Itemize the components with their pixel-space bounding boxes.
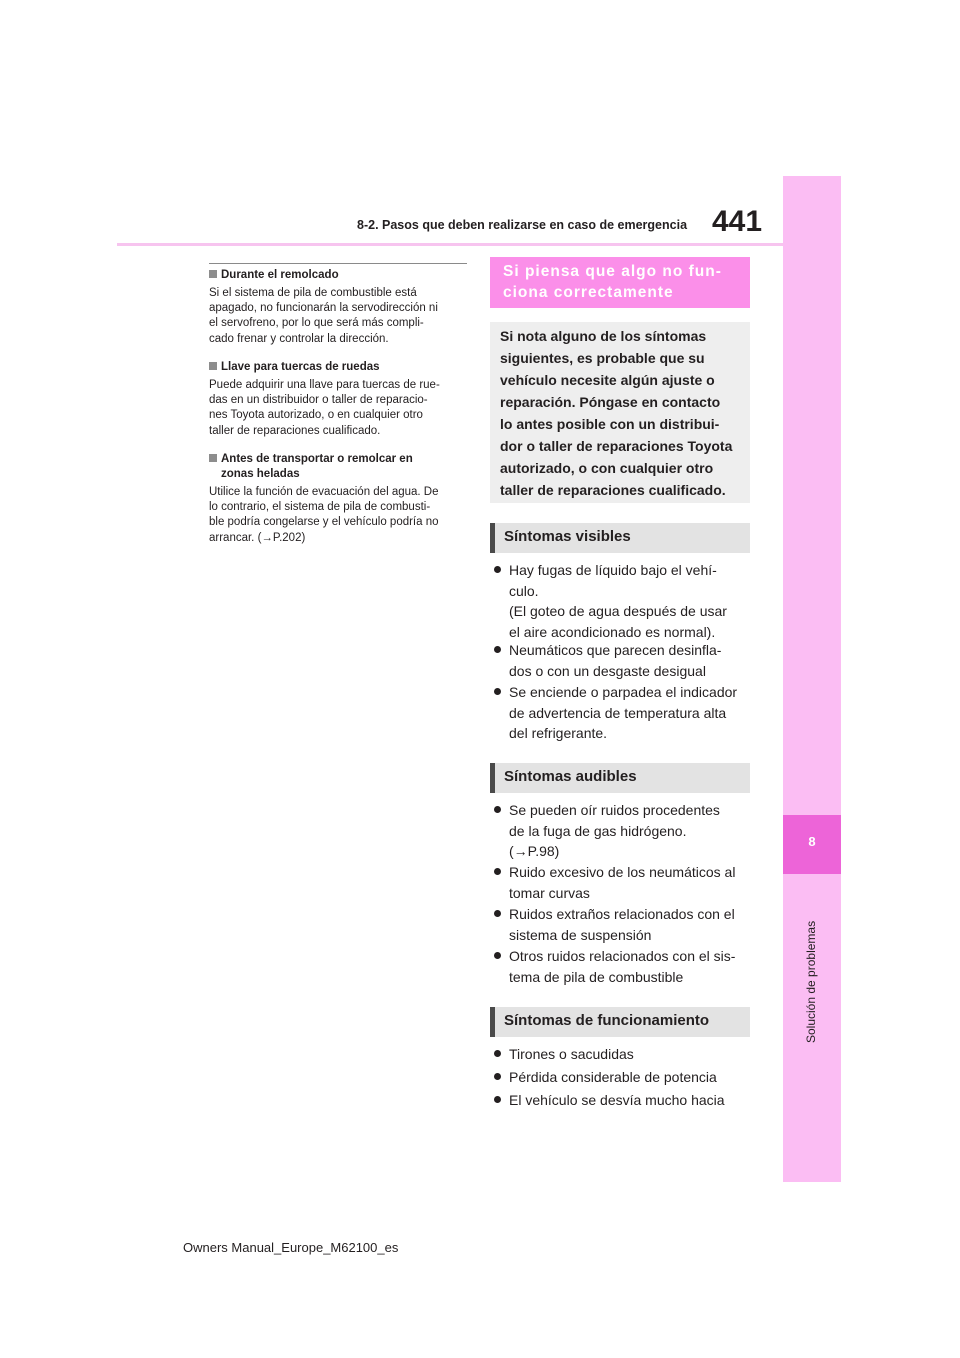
note-zonas-heladas (209, 452, 471, 546)
square-bullet-icon (209, 362, 217, 370)
footer-document-id: Owners Manual_Europe_M62100_es (183, 1240, 399, 1255)
page-number: 441 (712, 205, 763, 238)
bullet-dot-icon (494, 806, 501, 813)
note-body: Utilice la función de evacuación del agua. De lo contrario, el sistema de pila de combusti- ble podría congelarse y el vehículo podría no arrancar. (→P.202) (209, 486, 439, 544)
section-heading-visibles: Síntomas visibles (490, 523, 750, 553)
note-durante-remolcado (209, 268, 471, 347)
section-heading-funcionamiento: Síntomas de funcionamiento (490, 1007, 750, 1037)
bullet-item: Otros ruidos relacionados con el sis- tema de pila de combustible (494, 946, 748, 987)
header-rule (117, 243, 783, 246)
bullet-item: Neumáticos que parecen desinfla- dos o con un desgaste desigual (494, 640, 748, 681)
chapter-number: 8 (808, 834, 816, 849)
bullet-item: Hay fugas de líquido bajo el vehí- culo. (El goteo de agua después de usar el aire acondicionado es normal). (494, 560, 748, 642)
bullet-dot-icon (494, 646, 501, 653)
intro-text: Si nota alguno de los síntomas siguientes, es probable que su vehículo necesite algún ajuste o reparación. Póngase en contacto lo antes posible con un distribui- dor o taller de reparaciones Toyota autorizado, o con cualquier otro taller de reparaciones cualificado. (500, 328, 733, 498)
note-body: Puede adquirir una llave para tuercas de rue- das en un distribuidor o taller de reparacio- nes Toyota autorizado, o en cualquier otro taller de reparaciones cualificado. (209, 379, 440, 437)
note-heading: Llave para tuercas de ruedas (209, 360, 471, 375)
bullet-dot-icon (494, 566, 501, 573)
bullet-dot-icon (494, 1050, 501, 1057)
bullet-dot-icon (494, 1073, 501, 1080)
bullet-dot-icon (494, 952, 501, 959)
note-llave-tuercas (209, 360, 471, 439)
note-heading-cont: zonas heladas (221, 468, 300, 480)
bullet-item: Pérdida considerable de potencia (494, 1067, 748, 1088)
square-bullet-icon (209, 454, 217, 462)
bullet-item: Ruido excesivo de los neumáticos al tomar curvas (494, 862, 748, 903)
intro-box (490, 322, 750, 503)
bullet-item: Se pueden oír ruidos procedentes de la fuga de gas hidrógeno. (→P.98) (494, 800, 748, 862)
bullet-dot-icon (494, 910, 501, 917)
section-title: 8-2. Pasos que deben realizarse en caso de emergencia (357, 218, 688, 232)
bullet-dot-icon (494, 688, 501, 695)
note-heading: Durante el remolcado (209, 268, 471, 283)
left-column-rule (209, 263, 467, 264)
section-heading-audibles: Síntomas audibles (490, 763, 750, 793)
chapter-title-vertical (799, 883, 823, 1043)
topic-title: Si piensa que algo no fun- ciona correctamente (503, 263, 722, 301)
bullet-item: El vehículo se desvía mucho hacia (494, 1090, 748, 1111)
bullet-dot-icon (494, 1096, 501, 1103)
note-body: Si el sistema de pila de combustible está apagado, no funcionarán la servodirección ni el servofreno, por lo que será más compli- cado frenar y controlar la dirección. (209, 287, 438, 345)
bullet-dot-icon (494, 868, 501, 875)
square-bullet-icon (209, 270, 217, 278)
topic-title-box (490, 257, 750, 308)
note-heading: Antes de transportar o remolcar en (209, 452, 471, 467)
bullet-item: Se enciende o parpadea el indicador de advertencia de temperatura alta del refrigerante. (494, 682, 748, 744)
bullet-item: Tirones o sacudidas (494, 1044, 748, 1065)
bullet-item: Ruidos extraños relacionados con el sistema de suspensión (494, 904, 748, 945)
chapter-title: Solución de problemas (804, 920, 818, 1043)
